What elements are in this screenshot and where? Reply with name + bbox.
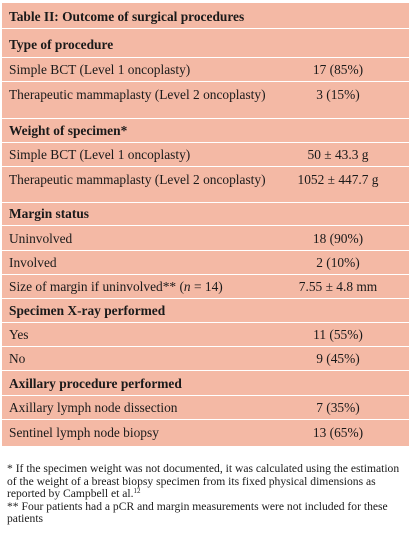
section-header-weight [2,119,409,143]
outcome-table [2,3,409,446]
section-title: Weight of specimen* [9,123,128,138]
section-title: Margin status [9,206,89,221]
section-title: Type of procedure [9,37,114,52]
row-label [9,279,278,294]
footnote-weight [7,463,407,501]
label-suffix: = 14) [190,279,223,294]
label-prefix: Size of margin if uninvolved** ( [9,279,184,294]
citation-superscript: 12 [133,487,141,495]
footnote-margin [7,501,407,526]
row-label: Involved [9,255,57,270]
row-value: 7.55 ± 4.8 mm [298,279,378,294]
section-header-margin [2,203,409,226]
row-value: 2 (10%) [316,255,360,270]
section-header-xray [2,299,409,323]
table-title-text: Table II: Outcome of surgical procedures [9,9,245,24]
row-value: 3 (15%) [316,87,360,102]
table-row [2,347,409,371]
row-value: 11 (55%) [313,327,363,342]
table-row [2,323,409,347]
table-row [2,251,409,275]
table-row [2,58,409,82]
table-row [2,275,409,299]
table-row [2,82,409,119]
section-header-axillary [2,371,409,396]
row-label: Uninvolved [9,231,73,246]
table-row [2,420,409,446]
section-title: Axillary procedure performed [9,376,182,391]
footnote-weight-text: * If the specimen weight was not documented, it was calculated using the estimation of the weight of a breast biopsy specimen from its fixed physical dimensions as reported by Campbell et al. [7,462,400,500]
table-row [2,143,409,167]
table-row [2,226,409,251]
row-value: 13 (65%) [312,425,364,440]
section-title: Specimen X-ray performed [9,303,166,318]
row-label: Therapeutic mammaplasty (Level 2 oncoplasty) [9,87,266,102]
row-value: 17 (85%) [312,62,364,77]
table-footnotes [7,463,407,526]
row-value: 9 (45%) [316,351,360,366]
section-header-procedure [2,29,409,58]
table-row [2,167,409,203]
row-value: 7 (35%) [316,400,360,415]
label-italic: n [183,279,191,294]
row-label: Axillary lymph node dissection [9,400,178,415]
table-row [2,396,409,420]
row-label: No [9,351,26,366]
row-label: Simple BCT (Level 1 oncoplasty) [9,62,191,77]
row-label: Therapeutic mammaplasty (Level 2 oncoplasty) [9,172,266,187]
row-label: Simple BCT (Level 1 oncoplasty) [9,147,191,162]
row-value: 50 ± 43.3 g [307,147,369,162]
row-label: Yes [9,327,29,342]
row-label: Sentinel lymph node biopsy [9,425,159,440]
row-value: 18 (90%) [312,231,364,246]
table-title [2,3,409,29]
footnote-margin-text: ** Four patients had a pCR and margin measurements were not included for these patients [7,499,388,525]
row-value: 1052 ± 447.7 g [297,172,379,187]
